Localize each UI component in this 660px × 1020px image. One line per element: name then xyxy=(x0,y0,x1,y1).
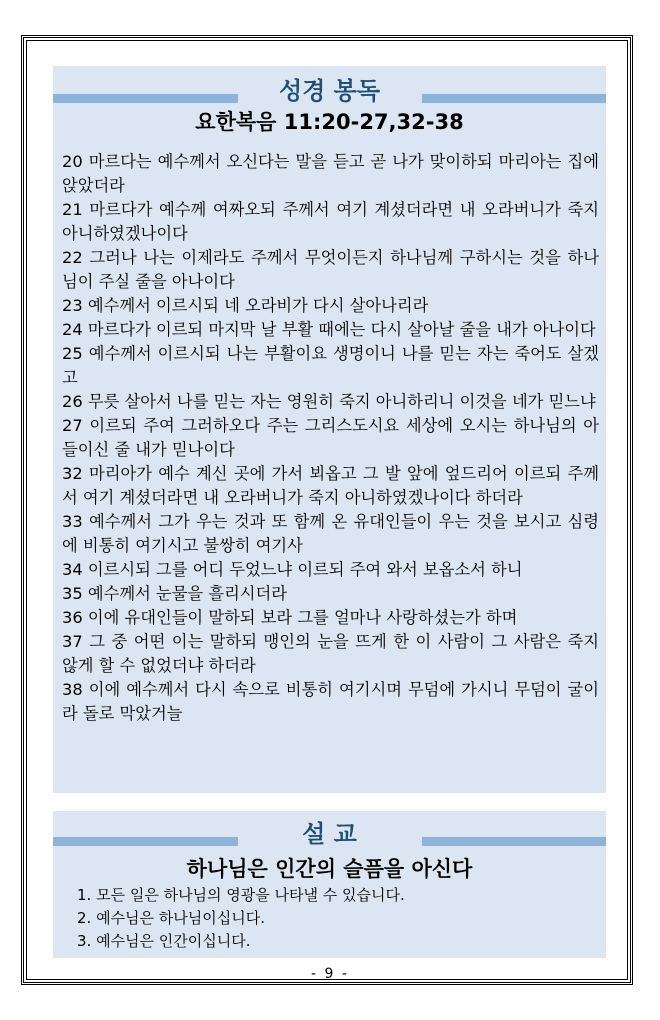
verse-item: 32 마리아가 예수 계신 곳에 가서 뵈옵고 그 발 앞에 엎드리어 이르되 주께서 여기 계셨더라면 내 오라버니가 죽지 아니하였겠나이다 하더라 xyxy=(62,464,599,507)
sermon-heading: 설 교 xyxy=(302,820,357,848)
scripture-heading: 성경 봉독 xyxy=(278,77,381,105)
verse-item: 37 그 중 어떤 이는 말하되 맹인의 눈을 뜨게 한 이 사람이 그 사람은 죽지 않게 할 수 없었더냐 하더라 xyxy=(62,632,599,675)
verse-item: 35 예수께서 눈물을 흘리시더라 xyxy=(62,584,287,603)
verse-list xyxy=(62,150,599,726)
page-number: - 9 - xyxy=(311,966,349,982)
verse-item: 27 이르되 주여 그러하오다 주는 그리스도시요 세상에 오시는 하나님의 아들이신 줄 내가 믿나이다 xyxy=(62,416,599,459)
sermon-heading-row xyxy=(53,817,606,851)
sermon-point: 3. 예수님은 인간이십니다. xyxy=(77,932,251,950)
sermon-point: 1. 모든 일은 하나님의 영광을 나타낼 수 있습니다. xyxy=(77,886,405,904)
verse-item: 34 이르시되 그를 어디 두었느냐 이르되 주여 와서 보옵소서 하니 xyxy=(62,560,523,579)
sermon-title: 하나님은 인간의 슬픔을 아신다 xyxy=(186,857,473,881)
verse-item: 21 마르다가 예수께 여짜오되 주께서 여기 계셨더라면 내 오라버니가 죽지 아니하였겠나이다 xyxy=(62,200,599,243)
verse-item: 23 예수께서 이르시되 네 오라비가 다시 살아나리라 xyxy=(62,296,429,315)
verse-item: 33 예수께서 그가 우는 것과 또 함께 온 유대인들이 우는 것을 보시고 심령에 비통히 여기시고 불쌍히 여기사 xyxy=(62,512,599,555)
verse-item: 25 예수께서 이르시되 나는 부활이요 생명이니 나를 믿는 자는 죽어도 살겠고 xyxy=(62,344,599,387)
sermon-panel xyxy=(53,811,606,958)
sermon-point: 2. 예수님은 하나님이십니다. xyxy=(77,909,266,927)
verse-item: 36 이에 유대인들이 말하되 보라 그를 얼마나 사랑하셨는가 하며 xyxy=(62,608,518,627)
scripture-panel xyxy=(53,66,606,793)
verse-item: 38 이에 예수께서 다시 속으로 비통히 여기시며 무덤에 가시니 무덤이 굴이라 돌로 막았거늘 xyxy=(62,680,599,723)
scripture-reference: 요한복음 11:20-27,32-38 xyxy=(195,110,464,134)
verse-item: 20 마르다는 예수께서 오신다는 말을 듣고 곧 나가 맞이하되 마리아는 집에 앉았더라 xyxy=(62,152,599,195)
verse-item: 26 무릇 살아서 나를 믿는 자는 영원히 죽지 아니하리니 이것을 네가 믿느냐 xyxy=(62,392,596,411)
sermon-points xyxy=(77,884,597,953)
verse-item: 24 마르다가 이르되 마지막 날 부활 때에는 다시 살아날 줄을 내가 아나이다 xyxy=(62,320,596,339)
scripture-heading-row xyxy=(53,74,606,108)
verse-item: 22 그러나 나는 이제라도 주께서 무엇이든지 하나님께 구하시는 것을 하나님이 주실 줄을 아나이다 xyxy=(62,248,599,291)
